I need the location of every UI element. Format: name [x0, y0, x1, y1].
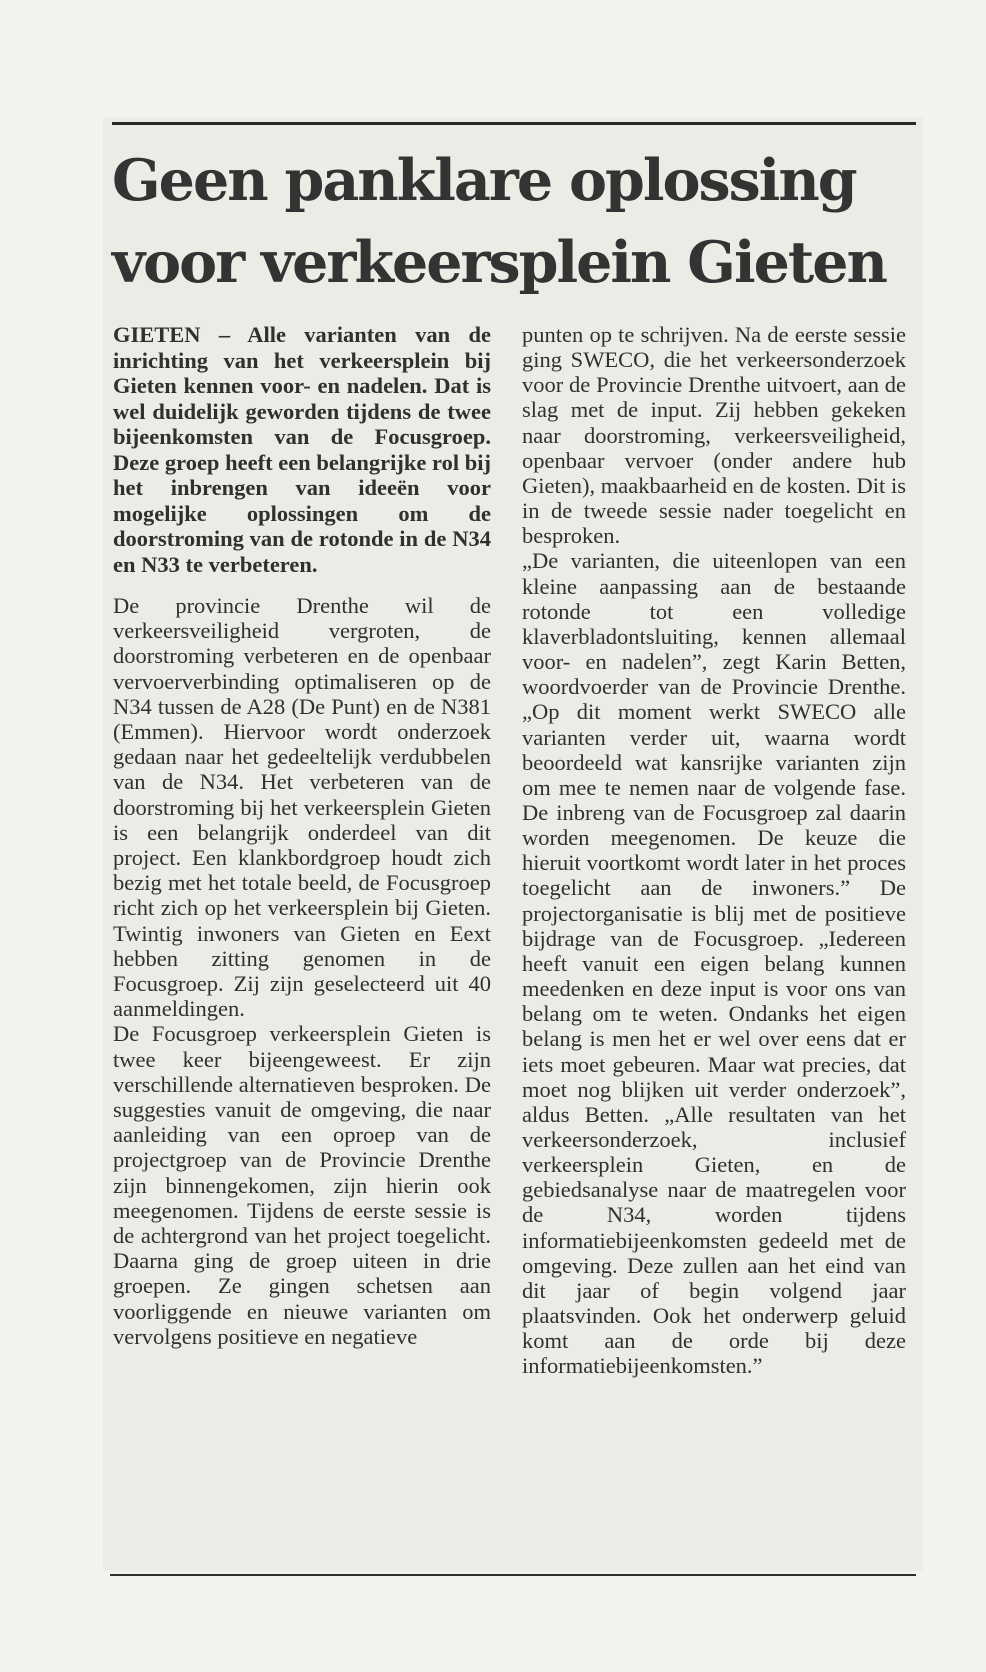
article-paragraph-1: De provincie Drenthe wil de verkeersveiligheid vergroten, de doorstroming verbeteren en de openbaar vervoerverbinding optimaliseren op de N34 tussen de A28 (De Punt) en de N381 (Emmen). Hiervoor wordt onderzoek gedaan naar het gedeeltelijk verdubbelen van de N34. Het verbeteren van de doorstroming bij het verkeersplein Gieten is een belangrijk onderdeel van dit project. Een klankbordgroep houdt zich bezig met het totale beeld, de Focusgroep richt zich op het verkeersplein bij Gieten. Twintig inwoners van Gieten en Eext hebben zitting genomen in de Focusgroep. Zij zijn geselecteerd uit 40 aanmeldingen.	[113, 593, 491, 1022]
article-paragraph-2: De Focusgroep verkeersplein Gieten is twee keer bijeengeweest. Er zijn verschillende alternatieven besproken. De suggesties vanuit de omgeving, die naar aanleiding van een oproep van de projectgroep van de Provincie Drenthe zijn binnengekomen, zijn hierin ook meegenomen. Tijdens de eerste sessie is de achtergrond van het project toegelicht. Daarna ging de groep uiteen in drie groepen. Ze gingen schetsen aan voorliggende en nieuwe varianten om vervolgens positieve en negatieve	[113, 1021, 491, 1349]
article-column-right	[522, 322, 906, 1379]
top-rule	[112, 122, 916, 125]
article-column-left	[113, 322, 491, 1349]
article-lead: GIETEN – Alle varianten van de inrichting van het verkeersplein bij Gieten kennen voor- en nadelen. Dat is wel duidelijk geworden tijdens de twee bijeenkomsten van de Focusgroep. Deze groep heeft een belangrijke rol bij het inbrengen van ideeën voor mogelijke oplossingen om de doorstroming van de rotonde in de N34 en N33 te verbeteren.	[113, 322, 491, 577]
article-paragraph-3: punten op te schrijven. Na de eerste sessie ging SWECO, die het verkeersonderzoek voor de Provincie Drenthe uitvoert, aan de slag met de input. Zij hebben gekeken naar doorstroming, verkeersveiligheid, openbaar vervoer (onder andere hub Gieten), maakbaarheid en de kosten. Dit is in de tweede sessie nader toegelicht en besproken.	[522, 322, 906, 549]
headline-line-2: voor verkeersplein Gieten	[112, 229, 886, 296]
bottom-rule	[110, 1574, 916, 1576]
headline-line-1: Geen panklare oplossing	[112, 147, 856, 214]
article-headline	[112, 140, 916, 304]
article-paragraph-4: „De varianten, die uiteenlopen van een kleine aanpassing aan de bestaande rotonde tot een volledige klaverbladontsluiting, kennen allemaal voor- en nadelen”, zegt Karin Betten, woordvoerder van de Provincie Drenthe. „Op dit moment werkt SWECO alle varianten verder uit, waarna wordt beoordeeld wat kansrijke varianten zijn om mee te nemen naar de volgende fase. De inbreng van de Focusgroep zal daarin worden meegenomen. De keuze die hieruit voortkomt wordt later in het proces toegelicht aan de inwoners.” De projectorganisatie is blij met de positieve bijdrage van de Focusgroep. „Iedereen heeft vanuit een eigen belang kunnen meedenken en deze input is voor ons van belang om te weten. Ondanks het eigen belang is men het er wel over eens dat er iets moet gebeuren. Maar wat precies, dat moet nog blijken uit verder onderzoek”, aldus Betten. „Alle resultaten van het verkeersonderzoek, inclusief verkeersplein Gieten, en de gebiedsanalyse naar de maatregelen voor de N34, worden tijdens informatiebijeenkomsten gedeeld met de omgeving. Deze zullen aan het eind van dit jaar of begin volgend jaar plaatsvinden. Ook het onderwerp geluid komt aan de orde bij deze informatiebijeenkomsten.”	[522, 548, 906, 1379]
